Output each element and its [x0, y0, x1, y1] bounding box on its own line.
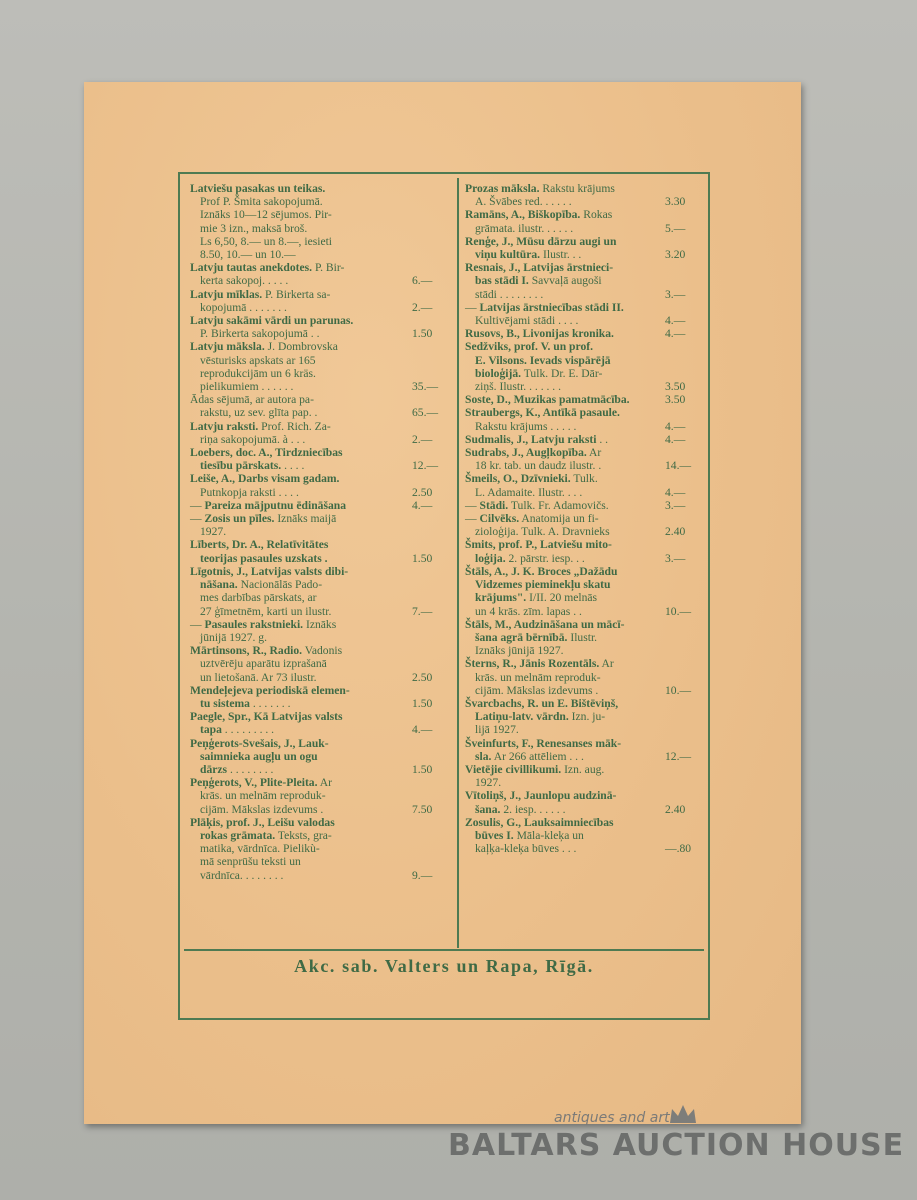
- entry-line: pielikumiem . . . . . .: [200, 380, 294, 394]
- catalog-entry: [190, 776, 452, 816]
- footer-rule: [184, 949, 704, 951]
- catalog-entry: [465, 433, 705, 446]
- entry-line: Kultivējami stādi . . . .: [475, 314, 579, 328]
- catalog-entry: [465, 657, 705, 697]
- entry-price: 4.—: [665, 432, 686, 446]
- left-column: [190, 182, 452, 882]
- entry-line: Iznāks jūnijā 1927.: [475, 644, 564, 658]
- entry-price: 2.—: [412, 300, 433, 314]
- entry-price: 1.50: [412, 551, 433, 565]
- entry-line: Latvju sakāmi vārdi un parunas.: [190, 314, 354, 328]
- entry-line: tapa . . . . . . . . .: [200, 723, 275, 737]
- entry-line: 1927.: [475, 776, 502, 790]
- entry-line: stādi . . . . . . . .: [475, 287, 544, 301]
- entry-price: 4.—: [665, 485, 686, 499]
- entry-line: — Cilvēks. Anatomija un fi-: [465, 512, 599, 526]
- entry-line: Mārtinsons, R., Radio. Vadonis: [190, 644, 343, 658]
- entry-line: teorijas pasaules uzskats .: [200, 551, 328, 565]
- catalog-entry: [190, 644, 452, 684]
- entry-line: Plāķis, prof. J., Leišu valodas: [190, 815, 335, 829]
- entry-price: 2.50: [412, 485, 433, 499]
- entry-line: Sudmalis, J., Latvju raksti . .: [465, 432, 609, 446]
- entry-line: Vietējie civillikumi. Izn. aug.: [465, 762, 605, 776]
- catalog-entry: [465, 499, 705, 512]
- entry-price: 14.—: [665, 459, 692, 473]
- catalog-entry: [190, 182, 452, 261]
- catalog-entry: [465, 763, 705, 789]
- catalog-entry: [465, 816, 705, 856]
- entry-line: krās. un melnām reproduk-: [200, 789, 326, 803]
- entry-price: 6.—: [412, 274, 433, 288]
- entry-line: jūnijā 1927. g.: [200, 630, 267, 644]
- entry-line: Štāls, A., J. K. Broces „Dažādu: [465, 564, 618, 578]
- entry-line: Prof P. Šmita sakopojumā.: [200, 195, 323, 209]
- catalog-entry: [465, 235, 705, 261]
- entry-line: krās. un melnām reproduk-: [475, 670, 601, 684]
- entry-price: 4.—: [665, 419, 686, 433]
- entry-line: viņu kultūra. Ilustr. . .: [475, 248, 582, 262]
- entry-line: vēsturisks apskats ar 165: [200, 353, 316, 367]
- entry-line: Straubergs, K., Antīkā pasaule.: [465, 406, 620, 420]
- crown-icon: [668, 1103, 698, 1125]
- entry-line: Latvju māksla. J. Dombrovska: [190, 340, 338, 354]
- entry-line: Iznāks 10—12 sējumos. Pir-: [200, 208, 332, 222]
- entry-line: — Pareiza mājputnu ēdināšana: [190, 498, 347, 512]
- entry-line: Sudrabs, J., Augļkopība. Ar: [465, 446, 602, 460]
- catalog-entry: [190, 393, 452, 419]
- entry-line: Latvju raksti. Prof. Rich. Za-: [190, 419, 331, 433]
- catalog-entry: [190, 420, 452, 446]
- right-column: [465, 182, 705, 855]
- entry-line: — Latvijas ārstniecības stādi II.: [465, 300, 624, 314]
- entry-line: dārzs . . . . . . . .: [200, 762, 274, 776]
- entry-price: 1.50: [412, 696, 433, 710]
- catalog-entry: [465, 697, 705, 737]
- entry-price: 35.—: [412, 380, 439, 394]
- entry-line: Štāls, M., Audzināšana un mācī-: [465, 617, 625, 631]
- entry-price: 12.—: [665, 749, 692, 763]
- entry-price: 10.—: [665, 683, 692, 697]
- catalog-entry: [190, 538, 452, 564]
- entry-price: 12.—: [412, 459, 439, 473]
- entry-price: —.80: [665, 842, 692, 856]
- entry-line: 1927.: [200, 525, 227, 539]
- catalog-entry: [465, 512, 705, 538]
- entry-line: Prozas māksla. Rakstu krājums: [465, 182, 615, 195]
- catalog-entry: [465, 393, 705, 406]
- entry-line: grāmata. ilustr. . . . . .: [475, 221, 574, 235]
- catalog-entry: [465, 565, 705, 618]
- entry-price: 4.—: [412, 498, 433, 512]
- entry-line: Ādas sējumā, ar autora pa-: [190, 393, 314, 407]
- entry-price: 3.30: [665, 195, 686, 209]
- entry-line: matika, vārdnīca. Pielikù-: [200, 842, 320, 856]
- catalog-entry: [465, 446, 705, 472]
- entry-price: 7.50: [412, 802, 433, 816]
- entry-line: Līberts, Dr. A., Relatīvitātes: [190, 538, 329, 552]
- entry-line: mā senprūšu teksti un: [200, 855, 301, 869]
- catalog-frame: [178, 172, 710, 1020]
- entry-line: Šterns, R., Jānis Rozentāls. Ar: [465, 657, 614, 671]
- entry-line: 8.50, 10.— un 10.—: [200, 248, 296, 262]
- catalog-entry: [190, 512, 452, 538]
- entry-price: 3.50: [665, 393, 686, 407]
- entry-line: Peņģerots, V., Plite-Pleita. Ar: [190, 776, 333, 790]
- entry-line: vārdnīca. . . . . . . .: [200, 868, 284, 882]
- catalog-entry: [190, 618, 452, 644]
- entry-line: Loebers, doc. A., Tirdzniecības: [190, 446, 343, 460]
- catalog-entry: [465, 340, 705, 393]
- entry-line: Latvju mīklas. P. Birkerta sa-: [190, 287, 331, 301]
- entry-line: kerta sakopoj. . . . .: [200, 274, 289, 288]
- entry-line: Leiše, A., Darbs visam gadam.: [190, 472, 340, 486]
- entry-line: 27 ģīmetnēm, karti un ilustr.: [200, 604, 332, 618]
- entry-price: 2.50: [412, 670, 433, 684]
- entry-price: 1.50: [412, 762, 433, 776]
- entry-line: Zosulis, G., Lauksaimniecības: [465, 815, 614, 829]
- entry-line: Šveinfurts, F., Renesanses māk-: [465, 736, 622, 750]
- entry-price: 10.—: [665, 604, 692, 618]
- entry-price: 3.—: [665, 287, 686, 301]
- column-divider: [457, 178, 459, 948]
- watermark-tagline: antiques and art: [554, 1110, 670, 1126]
- catalog-entry: [465, 327, 705, 340]
- entry-line: lijā 1927.: [475, 723, 519, 737]
- entry-line: Ramāns, A., Biškopība. Rokas: [465, 208, 613, 222]
- entry-line: loģija. 2. pārstr. iesp. . .: [475, 551, 585, 565]
- entry-price: 5.—: [665, 221, 686, 235]
- entry-line: tiesību pārskats. . . . .: [200, 459, 305, 473]
- entry-line: Latviešu pasakas un teikas.: [190, 182, 326, 195]
- entry-line: Vidzemes pieminekļu skatu: [475, 578, 611, 592]
- entry-price: 2.—: [412, 432, 433, 446]
- entry-line: Latvju tautas anekdotes. P. Bir-: [190, 261, 345, 275]
- catalog-entry: [190, 499, 452, 512]
- entry-line: Šmits, prof. P., Latviešu mito-: [465, 538, 612, 552]
- catalog-entry: [190, 816, 452, 882]
- entry-line: — Stādi. Tulk. Fr. Adamovičs.: [465, 498, 609, 512]
- entry-line: Putnkopja raksti . . . .: [200, 485, 299, 499]
- entry-line: zioloģija. Tulk. A. Dravnieks: [475, 525, 610, 539]
- catalog-entry: [465, 737, 705, 763]
- entry-line: Latiņu-latv. vārdn. Izn. ju-: [475, 710, 606, 724]
- entry-line: rokas grāmata. Teksts, gra-: [200, 828, 332, 842]
- catalog-entry: [190, 261, 452, 287]
- publisher-footer: Akc. sab. Valters un Rapa, Rīgā.: [294, 956, 594, 976]
- entry-line: būves I. Māla-kleķa un: [475, 828, 584, 842]
- catalog-entry: [465, 538, 705, 564]
- catalog-entry: [190, 472, 452, 498]
- entry-price: 4.—: [665, 327, 686, 341]
- entry-line: mes darbības pārskats, ar: [200, 591, 317, 605]
- entry-line: kaļķa-kleķa būves . . .: [475, 842, 577, 856]
- entry-line: Mendeļejeva periodiskā elemen-: [190, 683, 350, 697]
- entry-line: cijām. Mākslas izdevums .: [475, 683, 599, 697]
- entry-line: Sedžviks, prof. V. un prof.: [465, 340, 593, 354]
- entry-price: 3.—: [665, 551, 686, 565]
- entry-line: rakstu, uz sev. glīta pap. .: [200, 406, 318, 420]
- entry-line: Paegle, Spr., Kā Latvijas valsts: [190, 710, 343, 724]
- entry-line: saimnieka augļu un ogu: [200, 749, 318, 763]
- entry-line: ziņš. Ilustr. . . . . . .: [475, 380, 561, 394]
- catalog-entry: [465, 261, 705, 301]
- entry-line: šana. 2. iesp. . . . . .: [475, 802, 566, 816]
- catalog-entry: [190, 288, 452, 314]
- entry-price: 2.40: [665, 525, 686, 539]
- entry-line: Rusovs, B., Livonijas kronika.: [465, 327, 614, 341]
- entry-line: Resnais, J., Latvijas ārstnieci-: [465, 261, 614, 275]
- entry-price: 2.40: [665, 802, 686, 816]
- entry-line: Vītoliņš, J., Jaunlopu audzinā-: [465, 789, 617, 803]
- catalog-entry: [190, 710, 452, 736]
- entry-line: nāšana. Nacionālās Pado-: [200, 578, 323, 592]
- entry-line: bioloģijā. Tulk. Dr. E. Dār-: [475, 366, 603, 380]
- entry-line: — Zosis un pīles. Iznāks maijā: [190, 512, 337, 526]
- entry-line: bas stādi I. Savvaļā augoši: [475, 274, 602, 288]
- entry-line: krājums". I/II. 20 melnās: [475, 591, 598, 605]
- entry-price: 4.—: [665, 314, 686, 328]
- entry-price: 9.—: [412, 868, 433, 882]
- entry-line: 18 kr. tab. un daudz ilustr. .: [475, 459, 602, 473]
- catalog-entry: [465, 406, 705, 432]
- entry-line: uztvērēju aparātu izprašanā: [200, 657, 327, 671]
- entry-price: 7.—: [412, 604, 433, 618]
- entry-line: kopojumā . . . . . . .: [200, 300, 287, 314]
- entry-line: Rakstu krājums . . . . .: [475, 419, 577, 433]
- entry-line: šana agrā bērnībā. Ilustr.: [475, 630, 598, 644]
- entry-line: tu sistema . . . . . . .: [200, 696, 291, 710]
- entry-line: un lietošanā. Ar 73 ilustr.: [200, 670, 317, 684]
- entry-line: A. Švābes red. . . . . .: [475, 195, 572, 209]
- entry-line: Soste, D., Muzikas pamatmācība.: [465, 393, 630, 407]
- catalog-entry: [190, 446, 452, 472]
- entry-line: Ls 6,50, 8.— un 8.—, iesieti: [200, 234, 333, 248]
- entry-line: P. Birkerta sakopojumā . .: [200, 327, 320, 341]
- entry-line: cijām. Mākslas izdevums .: [200, 802, 324, 816]
- entry-line: Šmeils, O., Dzīvnieki. Tulk.: [465, 472, 598, 486]
- catalog-entry: [190, 340, 452, 393]
- entry-line: riņa sakopojumā. à . . .: [200, 432, 306, 446]
- entry-line: sla. Ar 266 attēliem . . .: [475, 749, 584, 763]
- entry-line: Līgotnis, J., Latvijas valsts dibi-: [190, 564, 349, 578]
- entry-price: 3.50: [665, 380, 686, 394]
- entry-line: reprodukcijām un 6 kräs.: [200, 366, 316, 380]
- catalog-entry: [190, 684, 452, 710]
- entry-line: L. Adamaite. Ilustr. . . .: [475, 485, 583, 499]
- entry-price: 65.—: [412, 406, 439, 420]
- catalog-entry: [190, 565, 452, 618]
- entry-line: E. Vilsons. Ievads vispārējā: [475, 353, 611, 367]
- entry-price: 3.—: [665, 498, 686, 512]
- catalog-entry: [465, 789, 705, 815]
- entry-line: Peņģerots-Svešais, J., Lauk-: [190, 736, 329, 750]
- catalog-entry: [465, 472, 705, 498]
- entry-line: Švarcbachs, R. un E. Bištēviņš,: [465, 696, 619, 710]
- catalog-entry: [465, 208, 705, 234]
- entry-price: 3.20: [665, 248, 686, 262]
- entry-price: 1.50: [412, 327, 433, 341]
- watermark-name: BALTARS AUCTION HOUSE: [448, 1128, 905, 1163]
- entry-line: Renģe, J., Mūsu dārzu augi un: [465, 234, 617, 248]
- entry-line: un 4 krās. zīm. lapas . .: [475, 604, 582, 618]
- entry-line: mie 3 izn., maksā broš.: [200, 221, 308, 235]
- catalog-entry: [465, 618, 705, 658]
- entry-price: 4.—: [412, 723, 433, 737]
- catalog-entry: [190, 314, 452, 340]
- catalog-entry: [190, 737, 452, 777]
- catalog-entry: [465, 301, 705, 327]
- entry-line: — Pasaules rakstnieki. Iznāks: [190, 617, 337, 631]
- catalog-entry: [465, 182, 705, 208]
